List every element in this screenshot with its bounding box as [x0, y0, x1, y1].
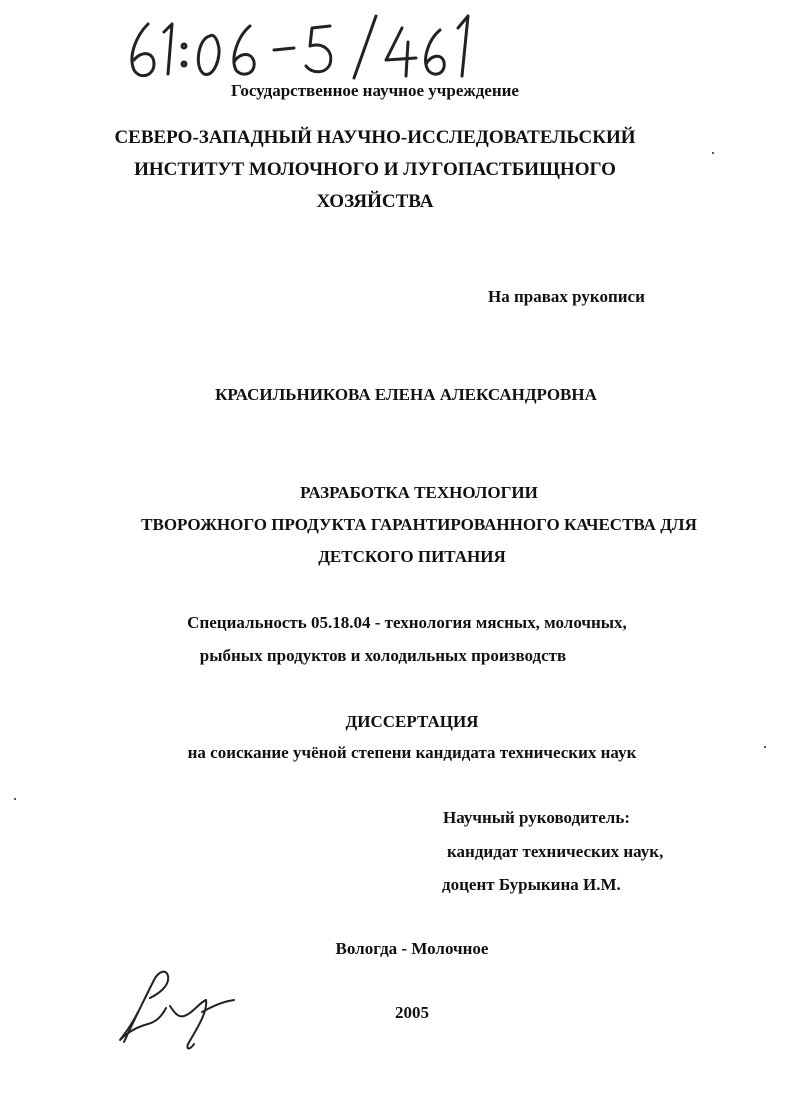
scan-speck [14, 798, 16, 800]
title-line-1: РАЗРАБОТКА ТЕХНОЛОГИИ [300, 483, 538, 502]
institution-type: Государственное научное учреждение [231, 81, 519, 100]
handwritten-signature [110, 960, 250, 1060]
degree-line: на соискание учёной степени кандидата технических наук [187, 743, 637, 762]
institution-name-line-3: ХОЗЯЙСТВА [316, 191, 434, 212]
title-line-2: ТВОРОЖНОГО ПРОДУКТА ГАРАНТИРОВАННОГО КАЧЕСТВА ДЛЯ [141, 515, 697, 534]
manuscript-rights-note: На правах рукописи [488, 287, 645, 306]
specialty-line-1: Специальность 05.18.04 - технология мясных, молочных, [187, 613, 627, 632]
supervisor-name: доцент Бурыкина И.М. [442, 875, 621, 894]
scan-speck [712, 152, 714, 154]
institution-name-line-1: СЕВЕРО-ЗАПАДНЫЙ НАУЧНО-ИССЛЕДОВАТЕЛЬСКИЙ [114, 127, 636, 148]
title-line-3: ДЕТСКОГО ПИТАНИЯ [318, 547, 506, 566]
institution-name-line-2: ИНСТИТУТ МОЛОЧНОГО И ЛУГОПАСТБИЩНОГО [134, 159, 616, 180]
specialty-line-2: рыбных продуктов и холодильных производств [199, 646, 567, 665]
city: Вологда - Молочное [335, 939, 489, 958]
supervisor-label: Научный руководитель: [443, 808, 630, 827]
scan-speck [764, 746, 766, 748]
work-type: ДИССЕРТАЦИЯ [345, 712, 479, 731]
handwritten-catalog-number [118, 6, 478, 86]
supervisor-degree: кандидат технических наук, [447, 842, 664, 861]
author-name: КРАСИЛЬНИКОВА ЕЛЕНА АЛЕКСАНДРОВНА [215, 385, 597, 404]
year: 2005 [395, 1003, 429, 1022]
